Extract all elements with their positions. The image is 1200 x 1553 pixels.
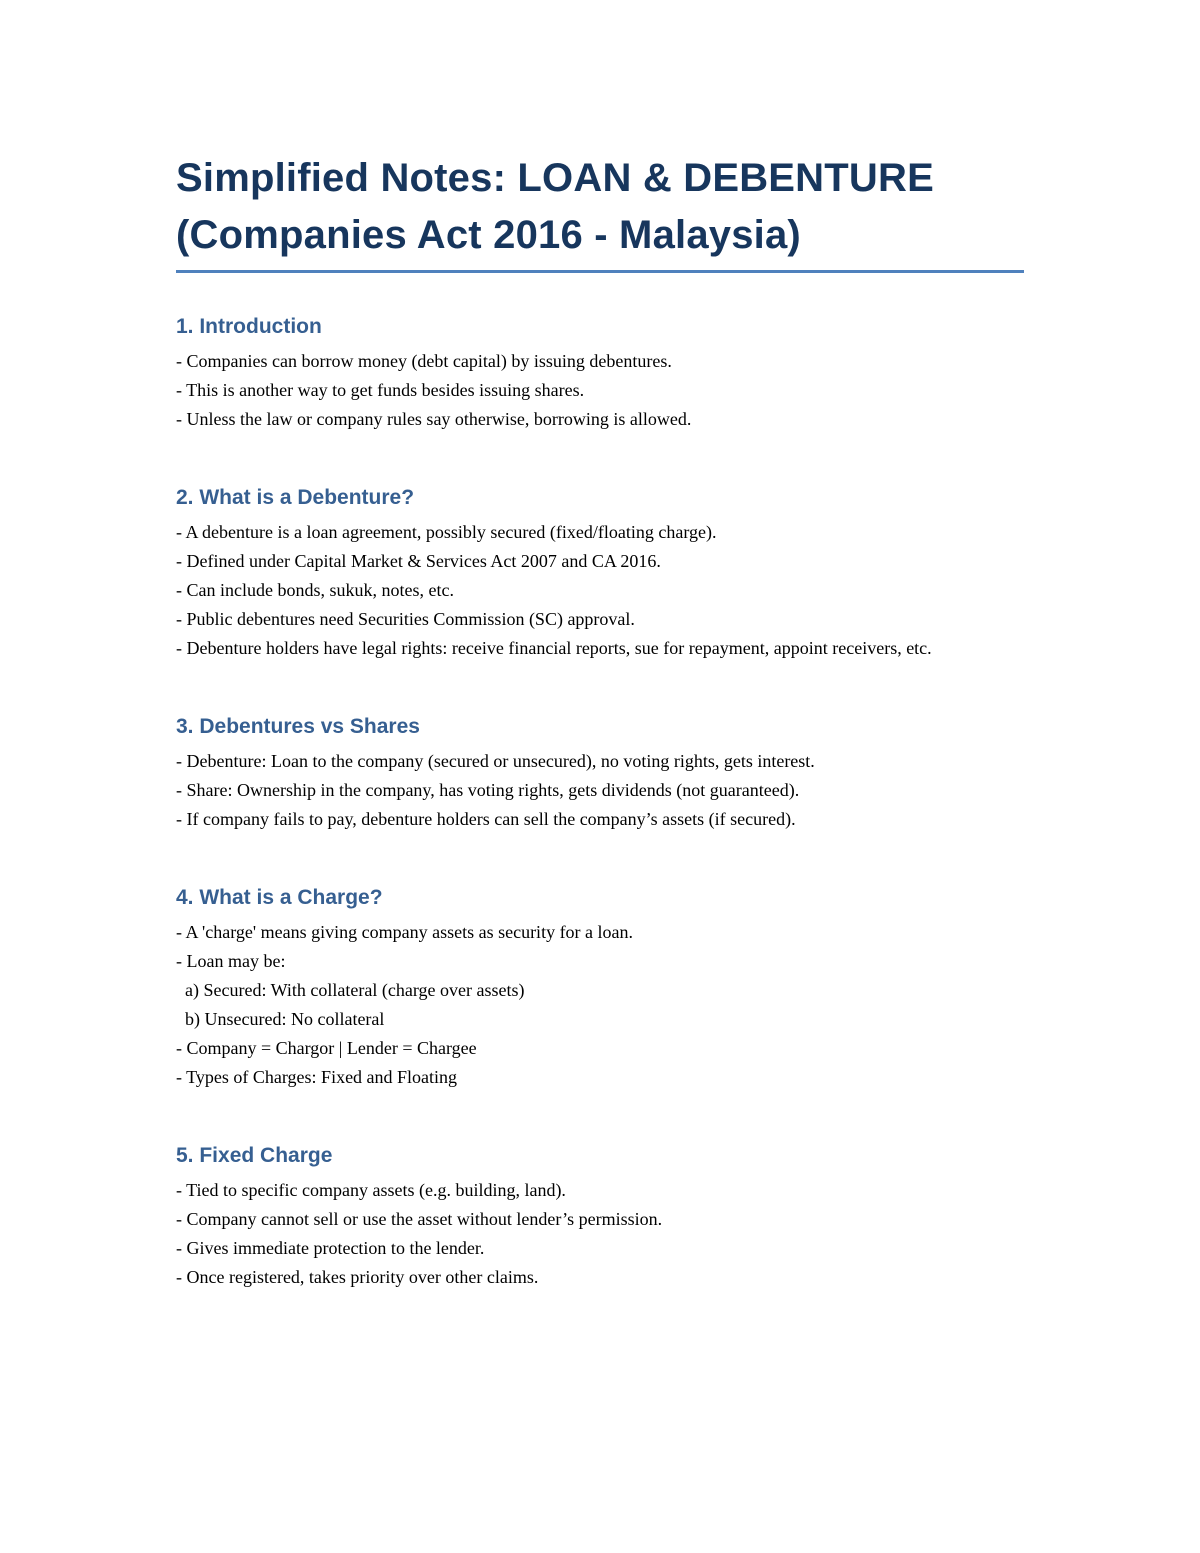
document-title-line-1: Simplified Notes: LOAN & DEBENTURE [176, 156, 934, 200]
text-line: - Types of Charges: Fixed and Floating [176, 1067, 458, 1087]
document-title [176, 150, 1024, 270]
section-introduction [176, 313, 1024, 434]
section-heading: 2. What is a Debenture? [176, 486, 415, 509]
section-lines [176, 918, 1024, 1092]
document-title-line-2: (Companies Act 2016 - Malaysia) [176, 213, 801, 257]
section-lines [176, 1176, 1024, 1292]
text-line: - Tied to specific company assets (e.g. building, land). [176, 1180, 566, 1200]
section-heading: 5. Fixed Charge [176, 1144, 333, 1167]
text-line: - Gives immediate protection to the lender. [176, 1238, 485, 1258]
text-line: - Debenture holders have legal rights: receive financial reports, sue for repayment, appoint receivers, etc. [176, 638, 932, 658]
text-line: - This is another way to get funds besides issuing shares. [176, 380, 585, 400]
text-line: - Company = Chargor | Lender = Chargee [176, 1038, 477, 1058]
document-page [176, 150, 1024, 1292]
text-line: - Defined under Capital Market & Services Act 2007 and CA 2016. [176, 551, 661, 571]
text-line: - Share: Ownership in the company, has voting rights, gets dividends (not guaranteed). [176, 780, 800, 800]
text-line: - Once registered, takes priority over other claims. [176, 1267, 539, 1287]
text-line: - Can include bonds, sukuk, notes, etc. [176, 580, 454, 600]
text-line: - Company cannot sell or use the asset without lender’s permission. [176, 1209, 663, 1229]
text-line: b) Unsecured: No collateral [176, 1009, 385, 1029]
section-lines [176, 747, 1024, 834]
text-line: a) Secured: With collateral (charge over assets) [176, 980, 525, 1000]
text-line: - If company fails to pay, debenture holders can sell the company’s assets (if secured). [176, 809, 796, 829]
text-line: - Public debentures need Securities Commission (SC) approval. [176, 609, 635, 629]
section-lines [176, 347, 1024, 434]
section-heading: 1. Introduction [176, 315, 322, 338]
text-line: - Unless the law or company rules say otherwise, borrowing is allowed. [176, 409, 692, 429]
section-debentures-vs-shares [176, 713, 1024, 834]
section-lines [176, 518, 1024, 663]
section-what-is-charge [176, 884, 1024, 1092]
text-line: - A debenture is a loan agreement, possibly secured (fixed/floating charge). [176, 522, 717, 542]
section-what-is-debenture [176, 484, 1024, 663]
text-line: - Debenture: Loan to the company (secured or unsecured), no voting rights, gets interest. [176, 751, 815, 771]
section-heading: 4. What is a Charge? [176, 886, 383, 909]
text-line: - A 'charge' means giving company assets as security for a loan. [176, 922, 634, 942]
section-fixed-charge [176, 1142, 1024, 1292]
title-underline-rule [176, 270, 1024, 273]
text-line: - Companies can borrow money (debt capital) by issuing debentures. [176, 351, 672, 371]
section-heading: 3. Debentures vs Shares [176, 715, 420, 738]
text-line: - Loan may be: [176, 951, 286, 971]
